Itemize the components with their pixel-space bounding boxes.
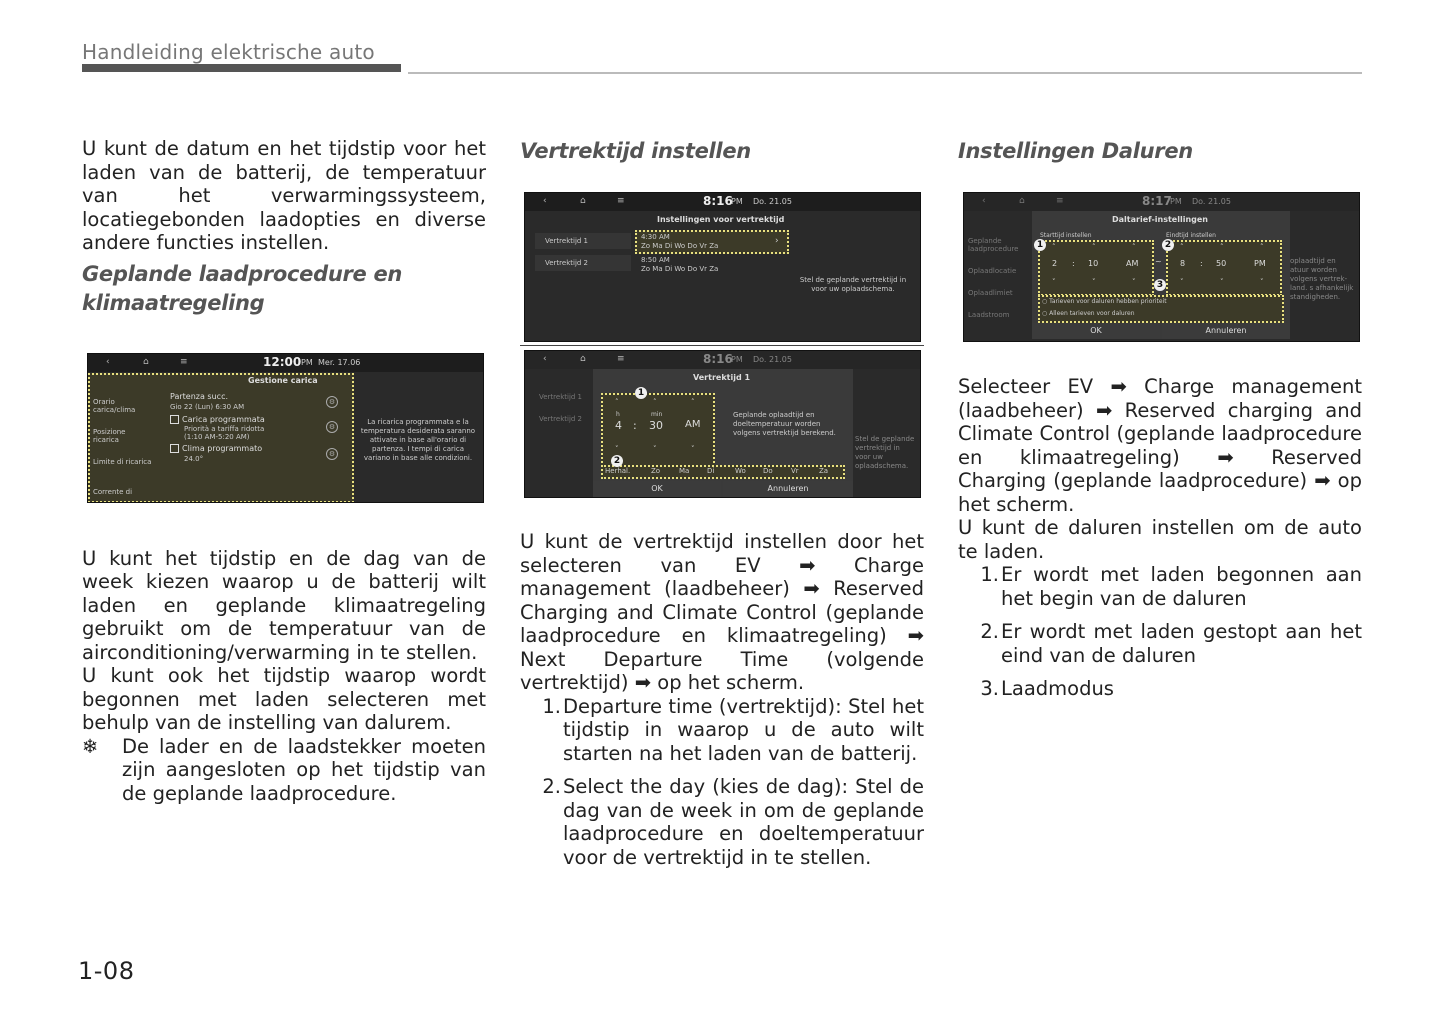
radio-option[interactable]: ○ Alleen tarieven voor daluren	[1042, 310, 1135, 317]
paragraph-departure: U kunt de vertrektijd instellen door het selecteren van EV ➡ Charge management (laadbeheer) ➡ Reserved Charging and Climate Control (geplande laadprocedure en klimaatregeling) ➡ Next Departure Time (volgende vertrektijd) ➡ op het scherm.	[520, 530, 924, 694]
chevron-down-icon: ˅	[1180, 278, 1184, 286]
side-item: Posizione ricarica	[93, 428, 126, 444]
start-time-frame	[1038, 240, 1154, 296]
start-hour[interactable]: 2	[1052, 259, 1058, 268]
ok-button[interactable]: OK	[593, 481, 721, 497]
note	[82, 735, 486, 806]
date: Do. 21.05	[1192, 197, 1231, 206]
date: Do. 21.05	[753, 355, 792, 364]
checkbox	[170, 415, 179, 424]
end-label: Eindtijd instellen	[1166, 232, 1216, 239]
chevron-right-icon: ›	[775, 236, 779, 246]
list-item	[958, 620, 1362, 667]
header-rule	[408, 72, 1362, 74]
home-icon: ⌂	[143, 357, 149, 367]
row-sub: Gio 22 (Lun) 6:30 AM	[170, 403, 245, 411]
minute-label: min	[651, 411, 663, 418]
list-item-text: Laadmodus	[1001, 677, 1114, 700]
hour-label: h	[616, 411, 620, 418]
list-item-text: Departure time (vertrektijd): Stel het tijdstip in waarop u de auto wilt starten na het laden van de batterij.	[563, 694, 924, 765]
status-bar	[525, 351, 920, 369]
gear-icon: ⚙	[326, 421, 338, 433]
menu-icon: ≡	[617, 196, 625, 206]
end-ampm[interactable]: PM	[1254, 259, 1266, 268]
departure-days: Zo Ma Di Wo Do Vr Za	[641, 242, 719, 250]
chevron-down-icon: ˅	[1260, 278, 1264, 286]
note-icon: ❄	[82, 734, 99, 758]
note-text: De lader en de laadstekker moeten zijn aangesloten op het tijdstip van de geplande laadprocedure.	[122, 734, 486, 805]
departure-time: 4:30 AM	[641, 233, 670, 241]
row-title: Partenza succ.	[170, 392, 229, 401]
dialog-title: Daltarief-instellingen	[1112, 215, 1208, 224]
back-icon: ‹	[543, 354, 547, 364]
paragraph-scheduled: U kunt het tijdstip en de dag van de week kiezen waarop u de batterij wilt laden en geplande klimaatregeling gebruikt om de temperatuur van de airconditioning/verwarming in te stellen.	[82, 546, 486, 664]
hour-value[interactable]: 4	[615, 419, 622, 432]
callout-marker: 2	[611, 455, 623, 467]
checkbox	[170, 444, 179, 453]
intro-paragraph: U kunt de datum en het tijdstip voor het laden van de batterij, de temperatuur van het verwarmingssysteem, locatiegebonden laadopties en diverse andere functies instellen.	[82, 137, 486, 254]
chevron-down-icon: ˅	[615, 445, 619, 453]
dialog-title: Vertrektijd 1	[693, 373, 751, 382]
list-item	[958, 677, 1362, 701]
chevron-down-icon: ˅	[1220, 278, 1224, 286]
end-minute[interactable]: 50	[1216, 259, 1227, 268]
departure-steps	[520, 695, 924, 870]
gear-icon: ⚙	[326, 396, 338, 408]
home-icon: ⌂	[580, 354, 586, 364]
date: Do. 21.05	[753, 197, 792, 206]
section-heading-departure: Vertrektijd instellen	[520, 139, 751, 163]
side-item: Oplaadlimiet	[968, 289, 1013, 297]
offpeak-legend	[958, 563, 1362, 701]
cancel-button[interactable]: Annuleren	[1162, 323, 1290, 339]
info-text: Geplande oplaadtijd en doeltemperatuur worden volgens vertrektijd berekend.	[733, 411, 836, 437]
side-tab: Vertrektijd 1	[535, 233, 631, 249]
screen-title: Instellingen voor vertrektijd	[657, 215, 785, 224]
screenshot-offpeak-settings	[963, 192, 1360, 342]
ampm-value[interactable]: AM	[685, 419, 701, 430]
chevron-up-icon: ˄	[1220, 243, 1224, 251]
time-separator: :	[633, 419, 637, 432]
chevron-up-icon: ˄	[615, 398, 619, 406]
callout-marker: 1	[1034, 239, 1046, 251]
list-item-number: 2.	[542, 775, 561, 798]
list-item-number: 1.	[980, 563, 999, 586]
back-icon: ‹	[982, 196, 986, 206]
time-separator: :	[1200, 259, 1203, 268]
end-hour[interactable]: 8	[1180, 259, 1186, 268]
list-item-text: Select the day (kies de dag): Stel de dag van de week in om de geplande laadprocedure en doeltemperatuur voor de vertrektijd in te stellen.	[563, 775, 924, 869]
list-item	[520, 775, 924, 869]
home-icon: ⌂	[580, 196, 586, 206]
start-ampm[interactable]: AM	[1126, 259, 1139, 268]
info-text: La ricarica programmata e la temperatura desiderata saranno attivate in base all'orario di partenza. I tempi di carica variano in base alle condizioni.	[360, 418, 476, 462]
day-option[interactable]: Do	[763, 467, 773, 475]
screen-title: Gestione carica	[248, 376, 318, 385]
chevron-up-icon: ˄	[691, 398, 695, 406]
row-sub: Priorità a tariffa ridotta (1:10 AM-5:20 AM)	[184, 425, 265, 441]
repeat-days-frame	[601, 465, 845, 479]
day-option[interactable]: Zo	[651, 467, 661, 475]
list-item	[958, 563, 1362, 610]
clock-ampm: PM	[301, 358, 313, 367]
chevron-up-icon: ˄	[1260, 243, 1264, 251]
section-heading-scheduled-charging: Geplande laadprocedure en klimaatregeling	[82, 261, 403, 315]
side-item: Limite di ricarica	[93, 458, 152, 466]
side-tab: Vertrektijd 1	[539, 393, 583, 401]
list-item-text: Er wordt met laden gestopt aan het eind van de daluren	[1001, 620, 1362, 667]
radio-option[interactable]: ○ Tarieven voor daluren hebben prioriteit	[1042, 298, 1167, 305]
status-bar	[88, 354, 483, 372]
paragraph-offpeak-path: Selecteer EV ➡ Charge management (laadbeheer) ➡ Reserved charging and Climate Control (geplande laadprocedure en klimaatregeling) ➡ Reserved Charging (geplande laadprocedure) ➡ op het scherm.	[958, 375, 1362, 516]
clock: 12:00	[263, 355, 302, 369]
side-tab: Vertrektijd 2	[539, 415, 583, 423]
menu-icon: ≡	[617, 354, 625, 364]
clock-ampm: PM	[731, 355, 743, 364]
chevron-up-icon: ˄	[653, 398, 657, 406]
screenshot-departure-time-1	[524, 350, 921, 498]
side-item: Laadstroom	[968, 311, 1010, 319]
list-item-number: 3.	[980, 677, 999, 700]
side-item: Oplaadlocatie	[968, 267, 1017, 275]
day-option[interactable]: Za	[819, 467, 829, 475]
highlight-frame	[635, 230, 789, 254]
running-header: Handleiding elektrische auto	[82, 40, 375, 64]
minute-value[interactable]: 30	[649, 419, 663, 432]
side-item: Orario carica/clima	[93, 398, 136, 414]
chevron-up-icon: ˄	[1132, 243, 1136, 251]
page-number: 1-08	[78, 957, 135, 985]
paragraph-offpeak: U kunt ook het tijdstip waarop wordt begonnen met laden selecteren met behulp van de instelling van dalurem.	[82, 664, 486, 734]
start-label: Starttijd instellen	[1040, 232, 1092, 239]
row-title: Carica programmata	[170, 415, 265, 424]
chevron-down-icon: ˅	[1092, 278, 1096, 286]
list-item-number: 1.	[542, 694, 561, 718]
list-item-number: 2.	[980, 620, 999, 643]
cancel-button[interactable]: Annuleren	[723, 481, 853, 497]
callout-marker: 1	[635, 387, 647, 399]
back-icon: ‹	[543, 196, 547, 206]
menu-icon: ≡	[1056, 196, 1064, 206]
row-title: Clima programmato	[170, 444, 262, 453]
header-bar	[82, 64, 401, 72]
repeat-label: Herhal.	[605, 467, 631, 475]
paragraph-offpeak-info: U kunt de daluren instellen om de auto te laden.	[958, 516, 1362, 563]
chevron-up-icon: ˄	[1092, 243, 1096, 251]
day-option[interactable]: Wo	[735, 467, 746, 475]
chevron-down-icon: ˅	[1132, 278, 1136, 286]
dialog	[593, 369, 853, 497]
range-separator: ~	[1155, 257, 1162, 266]
gear-icon: ⚙	[326, 448, 338, 460]
callout-marker: 2	[1162, 239, 1174, 251]
time-separator: :	[1072, 259, 1075, 268]
side-tab: Vertrektijd 2	[535, 255, 631, 271]
list-item	[520, 695, 924, 766]
day-option[interactable]: Di	[707, 467, 715, 475]
side-item: Corrente di	[93, 488, 133, 496]
home-icon: ⌂	[1019, 196, 1025, 206]
row-sub: 24.0°	[184, 455, 204, 463]
status-bar	[525, 193, 920, 211]
status-bar	[964, 193, 1359, 211]
menu-icon: ≡	[180, 357, 188, 367]
chevron-up-icon: ˄	[1180, 243, 1184, 251]
clock-ampm: PM	[1170, 197, 1182, 206]
info-text: Stel de geplande vertrektijd in voor uw oplaadschema.	[799, 276, 907, 293]
end-time-frame	[1166, 240, 1282, 296]
charge-mode-frame	[1038, 295, 1284, 323]
clock-ampm: PM	[731, 197, 743, 206]
callout-marker: 3	[1154, 279, 1166, 291]
divider	[520, 345, 924, 346]
departure-time: 8:50 AM	[641, 256, 670, 264]
clock: 8:16	[703, 352, 733, 366]
start-minute[interactable]: 10	[1088, 259, 1099, 268]
screenshot-charge-management	[87, 353, 484, 503]
section-heading-offpeak: Instellingen Daluren	[958, 139, 1193, 163]
chevron-down-icon: ˅	[1052, 278, 1056, 286]
day-option[interactable]: Ma	[679, 467, 690, 475]
chevron-down-icon: ˅	[691, 445, 695, 453]
right-info-text: oplaadtijd en atuur worden volgens vertrek- land. s afhankelijk standigheden.	[1290, 257, 1354, 301]
date: Mer. 17.06	[318, 358, 361, 367]
list-item-text: Er wordt met laden begonnen aan het begin van de daluren	[1001, 563, 1362, 610]
back-icon: ‹	[106, 357, 110, 367]
screenshot-departure-settings	[524, 192, 921, 342]
clock: 8:17	[1142, 194, 1172, 208]
side-item: Geplande laadprocedure	[968, 237, 1019, 253]
clock: 8:16	[703, 194, 733, 208]
departure-days: Zo Ma Di Wo Do Vr Za	[641, 265, 719, 273]
chevron-up-icon: ˄	[1052, 243, 1056, 251]
day-option[interactable]: Vr	[791, 467, 799, 475]
right-info-text: Stel de geplande vertrektijd in voor uw oplaadschema.	[855, 435, 915, 470]
dialog	[1032, 211, 1290, 339]
chevron-down-icon: ˅	[653, 445, 657, 453]
ok-button[interactable]: OK	[1032, 323, 1160, 339]
